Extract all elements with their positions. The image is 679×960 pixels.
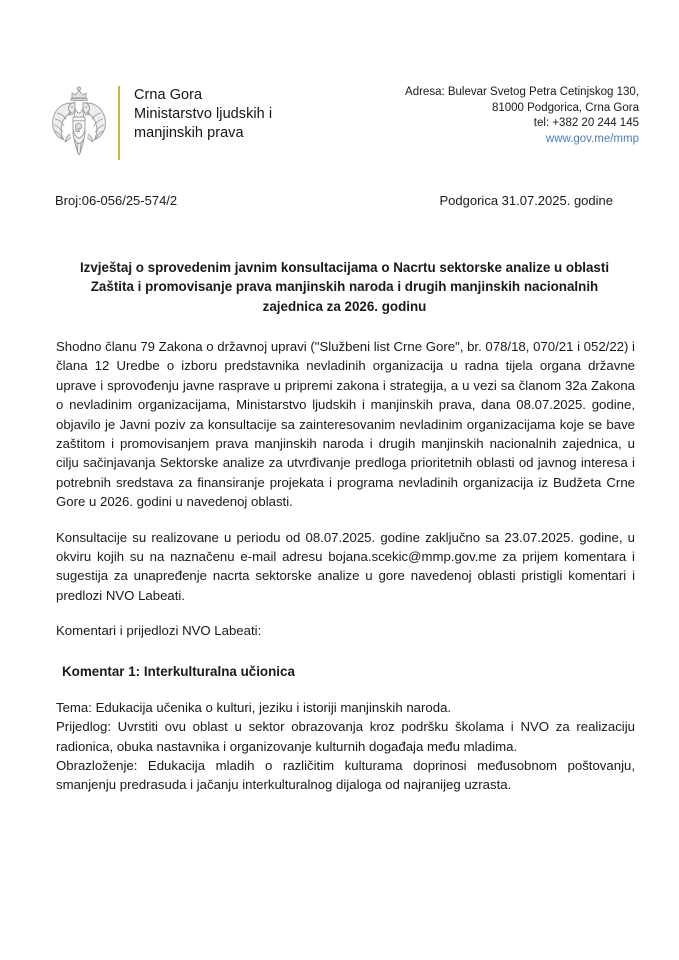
ministry-name-line-2: manjinskih prava (134, 125, 244, 141)
paragraph-consultation-period: Konsultacije su realizovane u periodu od 08.07.2025. godine zaključno sa 23.07.2025. godine, u okviru kojih su na naznačenu e-mail adresu bojana.scekic@mmp.gov.me za prijem komentara i sugestija za unapređenje nacrta sektorske analize u gore navedenoj oblasti pristigli komentari i predlozi NVO Labeati. (56, 529, 635, 603)
reference-row (55, 192, 624, 209)
page-title: Izvještaj o sprovedenim javnim konsultacijama o Nacrtu sektorske analize u oblasti Zaštita i promovisanje prava manjinskih naroda i drugih manjinskih nacionalnih zajednica za 2026. godinu (79, 259, 610, 314)
paragraph-comments-intro: Komentari i prijedlozi NVO Labeati: (56, 623, 262, 639)
ministry-name-block (134, 84, 272, 162)
document-body (56, 337, 635, 795)
ministry-branding (48, 84, 272, 162)
country-name: Crna Gora (134, 87, 203, 103)
comment-1-proposal: Prijedlog: Uvrstiti ovu oblast u sektor obrazovanja kroz podršku školama i NVO za realizaciju radionica, obuka nastavnika i organizovanje kulturnih događaja među mladima. (56, 719, 635, 754)
comment-1-heading: Komentar 1: Interkulturalna učionica (62, 663, 295, 679)
address-line-1: Adresa: Bulevar Svetog Petra Cetinjskog 130, (405, 86, 639, 98)
comment-1-topic: Tema: Edukacija učenika o kulturi, jeziku i istoriji manjinskih naroda. (56, 699, 452, 715)
comment-1-rationale: Obrazloženje: Edukacija mladih o različitim kulturama doprinosi međusobnom poštovanju, smanjenju predrasuda i jačanju interkulturalnog dijaloga od najranijeg uzrasta. (56, 757, 635, 793)
document-place-date: Podgorica 31.07.2025. godine (439, 193, 613, 208)
document-reference-number: Broj:06-056/25-574/2 (55, 193, 178, 208)
letterhead (0, 84, 679, 162)
ministry-name-line-1: Ministarstvo ljudskih i (134, 106, 273, 122)
letterhead-divider (118, 86, 120, 160)
ministry-address-block (405, 84, 639, 147)
ministry-website-link[interactable]: www.gov.me/mmp (545, 132, 639, 145)
address-line-2: 81000 Podgorica, Crna Gora (491, 101, 639, 114)
montenegro-coat-of-arms-icon (48, 84, 110, 162)
address-phone: tel: +382 20 244 145 (533, 117, 639, 129)
paragraph-legal-basis: Shodno članu 79 Zakona o državnoj upravi ("Službeni list Crne Gore", br. 078/18, 070/21 i 052/22) i člana 12 Uredbe o izboru predstavnika nevladinih organizacija u radna tijela organa državne uprave i sprovođenju javne rasprave u pripremi zakona i strategija, a u vezi sa članom 32a Zakona o nevladinim organizacijama, Ministarstvo ljudskih i manjinskih prava, dana 08.07.2025. godine, objavilo je Javni poziv za konsultacije sa zainteresovanim nevladinim organizacijama koje se bave zaštitom i promovisanjem prava manjinskih naroda i drugih manjinskih nacionalnih zajednica, u cilju sačinjavanja Sektorske analize za utvrđivanje predloga prioritetnih oblasti od javnog interesa i potrebnih sredstava za finansiranje projekata i programa nevladinih organizacija iz Budžeta Crne Gore u 2026. godini u navedenoj oblasti. (56, 339, 635, 510)
